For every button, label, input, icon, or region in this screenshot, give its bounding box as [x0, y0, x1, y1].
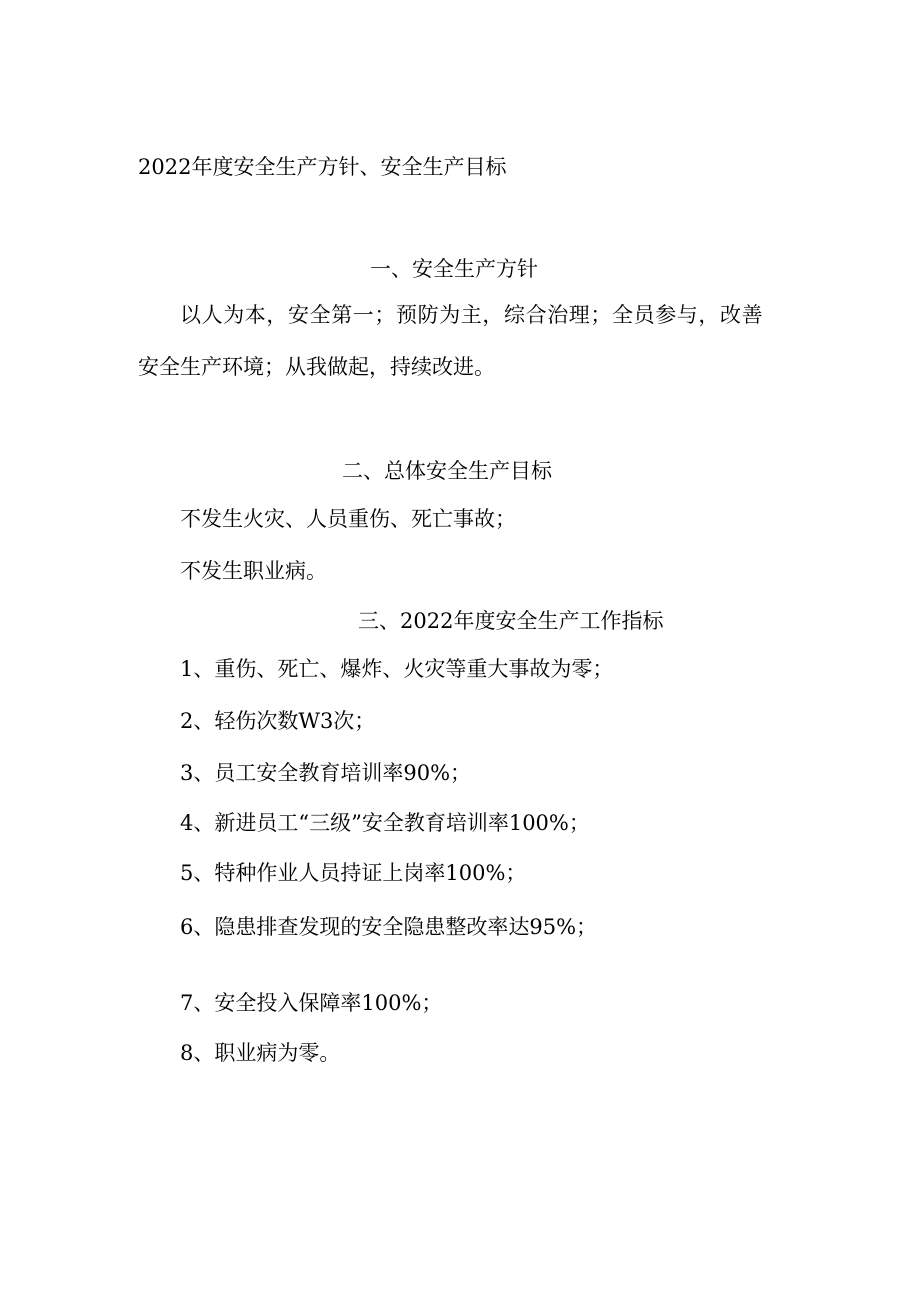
section-heading-work-indicators: 三、2022年度安全生产工作指标	[358, 609, 664, 633]
indicator-item: 5、特种作业人员持证上岗率100%；	[180, 861, 527, 885]
section-heading-policy: 一、安全生产方针	[370, 257, 538, 281]
policy-paragraph-line-1: 以人为本，安全第一；预防为主，综合治理；全员参与，改善	[180, 303, 764, 327]
section-heading-overall-targets: 二、总体安全生产目标	[342, 459, 552, 483]
indicator-item: 3、员工安全教育培训率90%；	[180, 761, 472, 785]
indicator-item: 7、安全投入保障率100%；	[180, 991, 443, 1015]
indicator-item: 4、新进员工“三级”安全教育培训率100%；	[180, 811, 590, 835]
indicator-item: 6、隐患排查发现的安全隐患整改率达95%；	[180, 915, 598, 939]
indicator-item: 8、职业病为零。	[180, 1041, 341, 1065]
policy-paragraph-line-2: 安全生产环境；从我做起，持续改进。	[138, 355, 495, 379]
indicator-item: 2、轻伤次数W3次；	[180, 709, 376, 733]
indicator-item: 1、重伤、死亡、爆炸、火灾等重大事故为零；	[180, 657, 614, 681]
target-item: 不发生火灾、人员重伤、死亡事故；	[180, 507, 516, 531]
target-item: 不发生职业病。	[180, 559, 327, 583]
document-title: 2022年度安全生产方针、安全生产目标	[138, 155, 507, 179]
